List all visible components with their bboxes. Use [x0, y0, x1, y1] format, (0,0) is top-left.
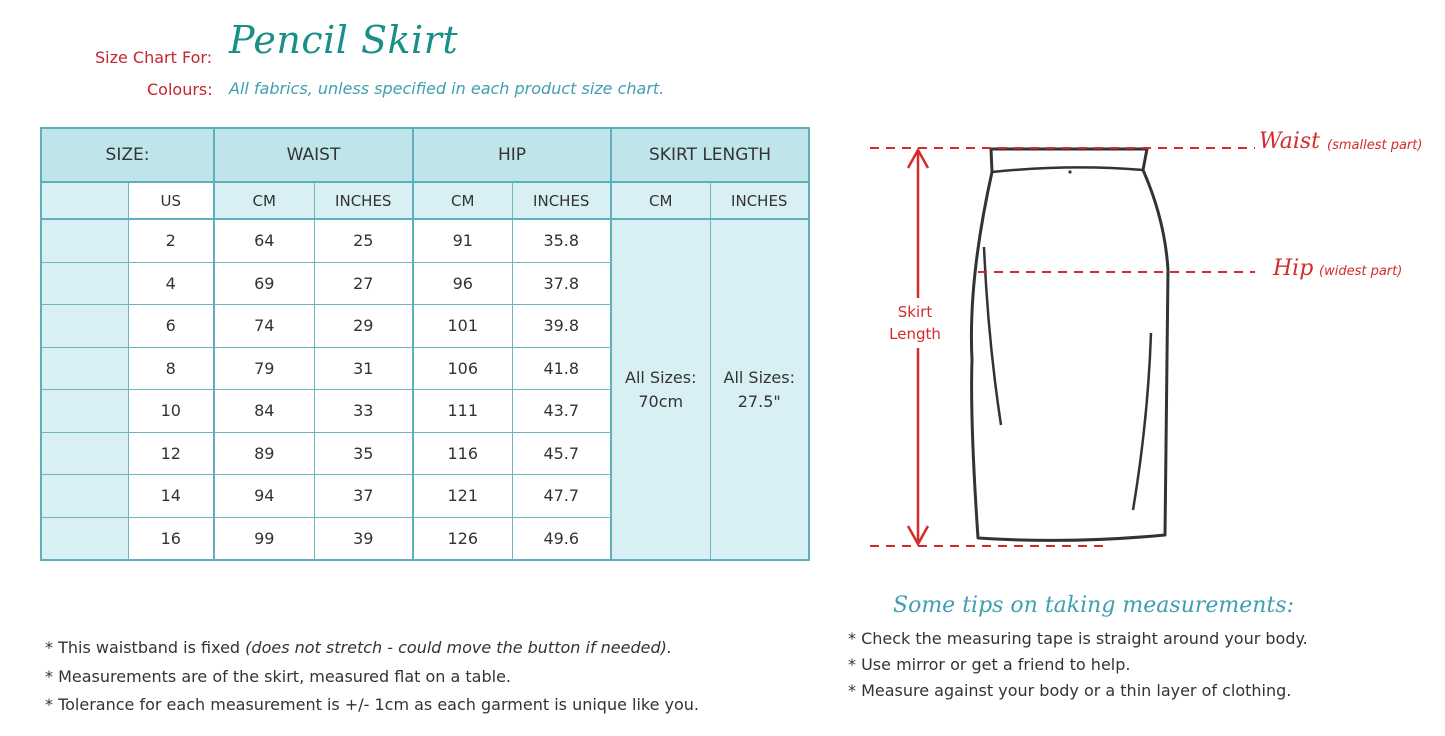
row-blank-cell: [41, 219, 128, 262]
hip-note: (widest part): [1319, 264, 1403, 279]
cell-hip-cm: 111: [413, 390, 512, 433]
cell-us: 12: [128, 432, 214, 475]
colours-label: Colours:: [147, 80, 213, 99]
cell-hip-cm: 126: [413, 517, 512, 560]
cell-hip-inches: 39.8: [512, 305, 611, 348]
cell-hip-inches: 45.7: [512, 432, 611, 475]
hip-label: Hip: [1273, 256, 1314, 281]
cell-us: 4: [128, 262, 214, 305]
colours-value: All fabrics, unless specified in each product size chart.: [229, 79, 665, 98]
cell-hip-cm: 116: [413, 432, 512, 475]
header-skirt-length: SKIRT LENGTH: [611, 128, 809, 182]
cell-waist-inches: 37: [314, 475, 413, 518]
header-hip: HIP: [413, 128, 611, 182]
cell-hip-cm: 91: [413, 219, 512, 262]
tip-item: * Check the measuring tape is straight around your body.: [848, 629, 1308, 648]
length-label-line1: Skirt: [897, 303, 933, 321]
page-title: Pencil Skirt: [229, 18, 459, 62]
skirt-outline: [971, 149, 1168, 540]
table-group-header-row: [41, 128, 809, 182]
subheader-blank: [41, 182, 128, 219]
table-row: [41, 219, 809, 262]
table-sub-header-row: [41, 182, 809, 219]
cell-hip-inches: 37.8: [512, 262, 611, 305]
note-waistband: [45, 638, 672, 657]
length-inches-line1: All Sizes:: [723, 367, 795, 387]
note-waistband-text: * This waistband is fixed: [45, 638, 246, 657]
subheader-hip-cm: CM: [413, 182, 512, 219]
size-table: [40, 127, 810, 561]
waist-label: Waist: [1259, 129, 1320, 154]
cell-us: 16: [128, 517, 214, 560]
subheader-waist-inches: INCHES: [314, 182, 413, 219]
row-blank-cell: [41, 305, 128, 348]
cell-hip-cm: 121: [413, 475, 512, 518]
header-size: SIZE:: [41, 128, 214, 182]
tip-item: * Measure against your body or a thin layer of clothing.: [848, 681, 1292, 700]
cell-hip-inches: 43.7: [512, 390, 611, 433]
cell-waist-cm: 99: [214, 517, 314, 560]
subheader-waist-cm: CM: [214, 182, 314, 219]
cell-waist-cm: 74: [214, 305, 314, 348]
row-blank-cell: [41, 475, 128, 518]
cell-waist-cm: 94: [214, 475, 314, 518]
length-label-line2: Length: [889, 325, 941, 343]
cell-us: 6: [128, 305, 214, 348]
cell-length-inches: [710, 219, 809, 560]
cell-waist-cm: 79: [214, 347, 314, 390]
cell-waist-cm: 64: [214, 219, 314, 262]
cell-waist-inches: 29: [314, 305, 413, 348]
cell-waist-inches: 25: [314, 219, 413, 262]
cell-waist-cm: 84: [214, 390, 314, 433]
header-waist: WAIST: [214, 128, 413, 182]
cell-waist-cm: 89: [214, 432, 314, 475]
cell-waist-inches: 27: [314, 262, 413, 305]
length-inches-line2: 27.5": [737, 391, 781, 411]
cell-waist-inches: 33: [314, 390, 413, 433]
row-blank-cell: [41, 390, 128, 433]
cell-hip-inches: 49.6: [512, 517, 611, 560]
cell-waist-inches: 35: [314, 432, 413, 475]
waist-note: (smallest part): [1327, 138, 1423, 153]
cell-waist-cm: 69: [214, 262, 314, 305]
subheader-length-inches: INCHES: [710, 182, 809, 219]
cell-hip-inches: 41.8: [512, 347, 611, 390]
cell-hip-inches: 47.7: [512, 475, 611, 518]
length-cm-line1: All Sizes:: [625, 367, 697, 387]
cell-hip-cm: 101: [413, 305, 512, 348]
subheader-length-cm: CM: [611, 182, 710, 219]
cell-hip-cm: 96: [413, 262, 512, 305]
row-blank-cell: [41, 347, 128, 390]
note-waistband-italic: (does not stretch - could move the button if needed).: [245, 638, 672, 657]
size-chart-label: Size Chart For:: [95, 48, 213, 67]
subheader-hip-inches: INCHES: [512, 182, 611, 219]
length-cm-line2: 70cm: [638, 391, 684, 411]
note-measurements: * Measurements are of the skirt, measured flat on a table.: [45, 667, 512, 686]
row-blank-cell: [41, 517, 128, 560]
tips-title: Some tips on taking measurements:: [893, 593, 1294, 618]
note-tolerance: * Tolerance for each measurement is +/- 1cm as each garment is unique like you.: [45, 695, 700, 714]
cell-us: 14: [128, 475, 214, 518]
cell-waist-inches: 31: [314, 347, 413, 390]
cell-length-cm: [611, 219, 710, 560]
row-blank-cell: [41, 262, 128, 305]
cell-us: 2: [128, 219, 214, 262]
tip-item: * Use mirror or get a friend to help.: [848, 655, 1131, 674]
cell-hip-inches: 35.8: [512, 219, 611, 262]
cell-hip-cm: 106: [413, 347, 512, 390]
cell-waist-inches: 39: [314, 517, 413, 560]
cell-us: 8: [128, 347, 214, 390]
skirt-diagram: [860, 120, 1435, 560]
cell-us: 10: [128, 390, 214, 433]
subheader-us: US: [128, 182, 214, 219]
row-blank-cell: [41, 432, 128, 475]
